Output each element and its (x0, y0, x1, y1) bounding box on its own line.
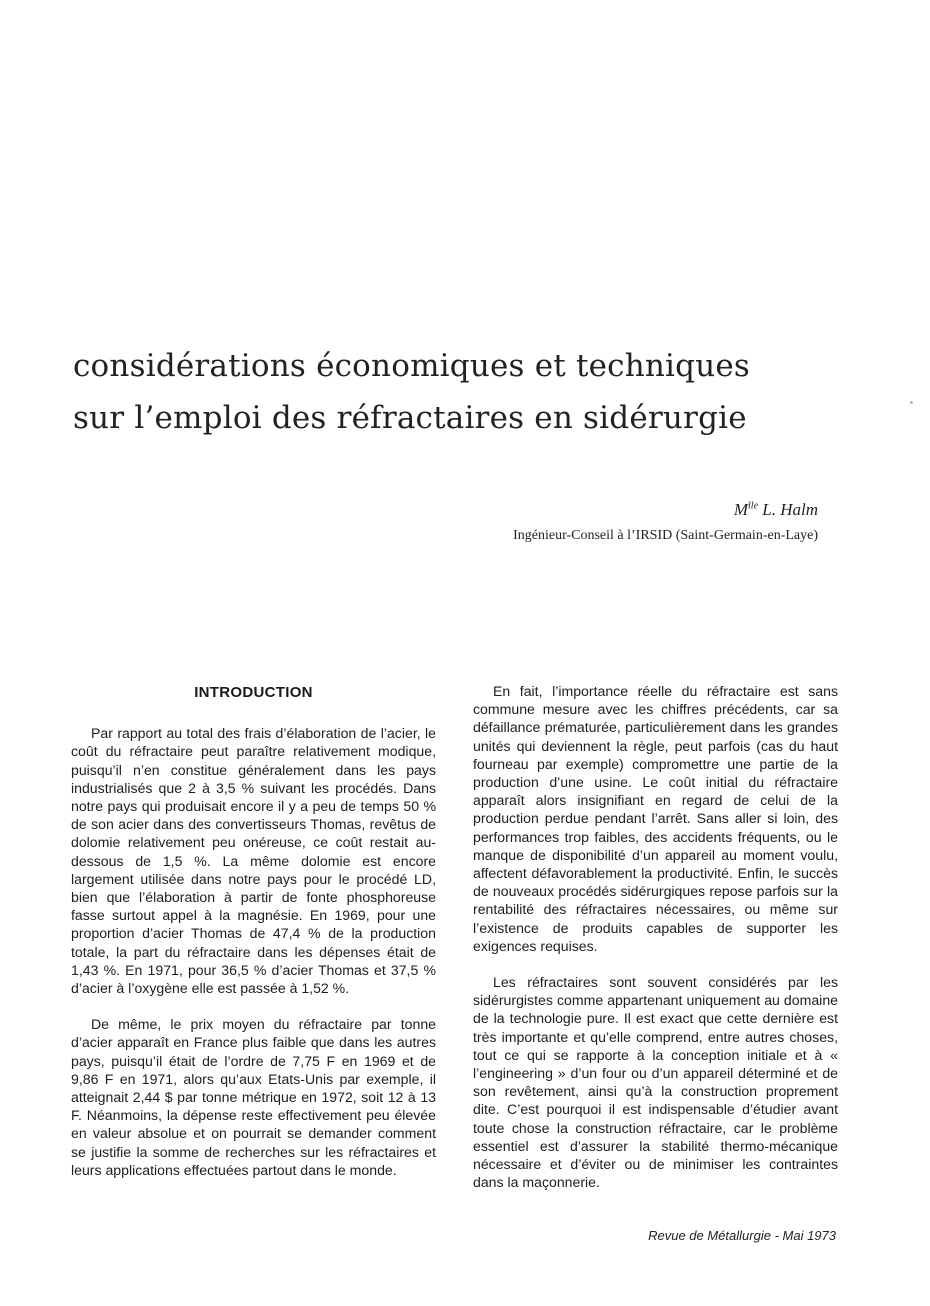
body-paragraph: Les réfractaires sont souvent considérés par les sidérurgistes comme appartenant uniquement au domaine de la technologie pure. Il est exact que cette dernière est très importante et qu’elle comprend, entre autres choses, tout ce qui se rapporte à la conception initiale et à « l’engineering » d’un four ou d’un appareil déterminé et de son revêtement, ainsi qu’à la construction proprement dite. C’est pourquoi il est indispensable d’étudier avant toute chose la construction réfractaire, car le problème essentiel est d’assurer la stabilité thermo-mécanique nécessaire et d’éviter ou de minimiser les contraintes dans la maçonnerie. (473, 974, 838, 1191)
article-title-line-2: sur l’emploi des réfractaires en sidérurgie (73, 400, 747, 436)
left-column (71, 684, 436, 1197)
journal-footer: Revue de Métallurgie - Mai 1973 (648, 1228, 836, 1243)
author-name (734, 500, 818, 520)
article-title (73, 340, 873, 444)
author-prefix-superscript: lle (748, 500, 759, 512)
author-affiliation: Ingénieur-Conseil à l’IRSID (Saint-Germain-en-Laye) (513, 528, 818, 543)
scan-speck (910, 401, 913, 404)
body-paragraph: De même, le prix moyen du réfractaire par tonne d’acier apparaît en France plus faible que dans les autres pays, puisqu’il était de l’ordre de 7,75 F en 1969 et de 9,86 F en 1971, alors qu’aux Etats-Unis par exemple, il atteignait 2,44 $ par tonne métrique en 1972, soit 12 à 13 F. Néanmoins, la dépense reste effectivement peu élevée en valeur absolue et on pourrait se demander comment se justifie la somme de recherches sur les réfractaires et leurs applications effectuées partout dans le monde. (71, 1016, 436, 1178)
body-paragraph: En fait, l’importance réelle du réfractaire est sans commune mesure avec les chiffres précédents, car sa défaillance prématurée, particulièrement dans les grandes unités qui deviennent la règle, peut parfois (cas du haut fourneau par exemple) compromettre une partie de la production d’une usine. Le coût initial du réfractaire apparaît alors insignifiant en regard de celui de la production perdue pendant l’arrêt. Sans aller si loin, des performances trop faibles, des accidents fréquents, ou le manque de disponibilité d’un appareil au moment voulu, affectent défavorablement la productivité. Enfin, le succès de nouveaux procédés sidérurgiques repose parfois sur la rentabilité des réfractaires nécessaires, ou même sur l’existence de produits capables de supporter les exigences requises. (473, 683, 838, 954)
body-paragraph: Par rapport au total des frais d’élaboration de l’acier, le coût du réfractaire peut paraître relativement modique, puisqu’il n’en constitue généralement dans les pays industrialisés que 2 à 3,5 % suivant les procédés. Dans notre pays qui produisait encore il y a peu de temps 50 % de son acier dans des convertisseurs Thomas, revêtus de dolomie relativement peu onéreuse, ce coût restait au-dessous de 1,5 %. La même dolomie est encore largement utilisée dans notre pays pour le procédé LD, bien que l’élaboration à partir de fonte phosphoreuse fasse surtout appel à la magnésie. En 1969, pour une proportion d’acier Thomas de 47,4 % de la production totale, la part du réfractaire dans les dépenses était de 1,43 %. En 1971, pour 36,5 % d’acier Thomas et 37,5 % d’acier à l’oxygène elle est passée à 1,52 %. (71, 725, 436, 997)
author-surname: L. Halm (762, 500, 818, 519)
right-column (473, 682, 838, 1209)
section-heading-introduction: INTRODUCTION (194, 684, 313, 701)
article-title-line-1: considérations économiques et techniques (73, 348, 751, 384)
author-prefix: M (733, 500, 749, 519)
